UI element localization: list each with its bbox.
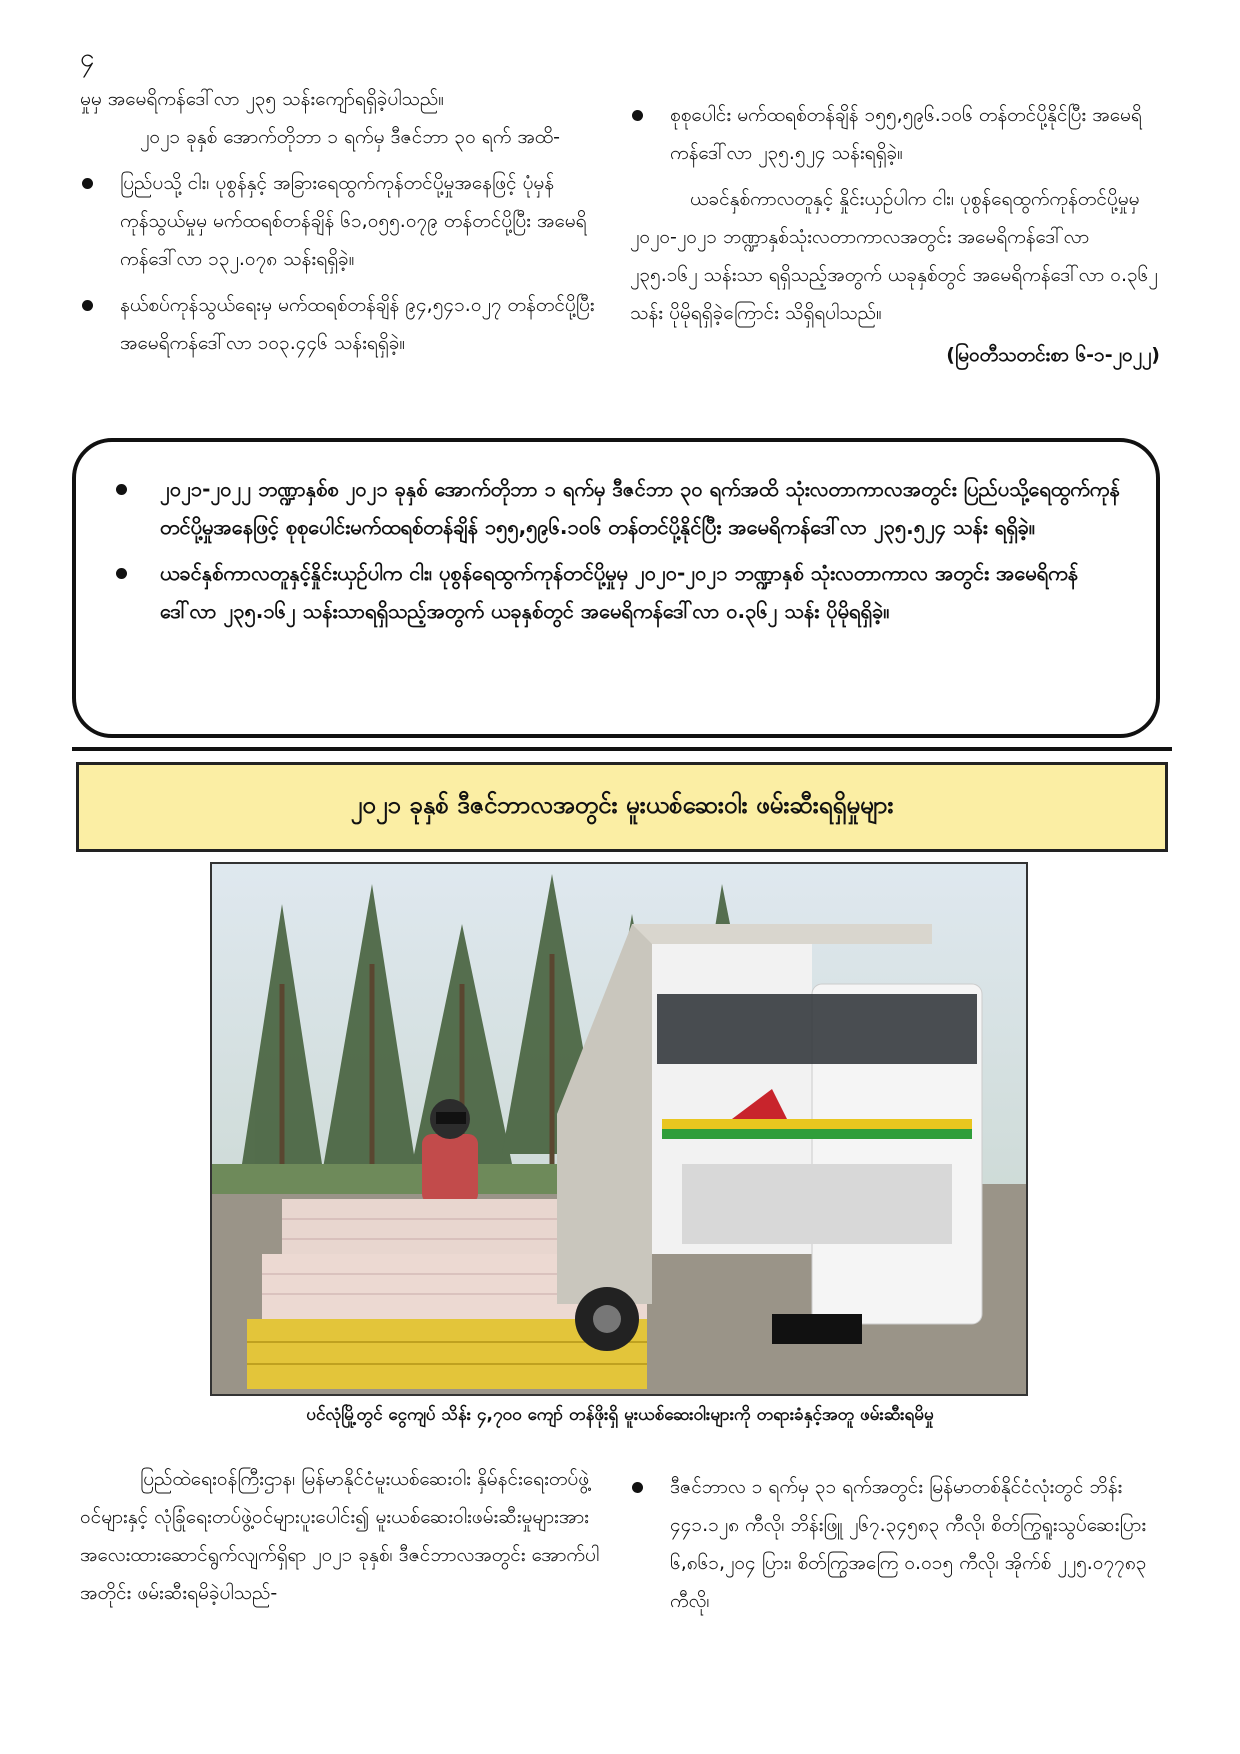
intro-paragraph: ၂၀၂၁ ခုနှစ် အောက်တိုဘာ ၁ ရက်မှ ဒီဇင်ဘာ ၃၀ ရက် အထိ-	[140, 126, 561, 148]
photo-caption: ပင်လုံမြို့တွင် ငွေကျပ် သိန်း ၄,၇၀၀ ကျော် တန်ဖိုးရှိ မူးယစ်ဆေးဝါးများကို တရားခံနှင့်အတူ ဖမ်းဆီးရမိမှု	[306, 1405, 934, 1425]
section-divider	[72, 747, 1172, 751]
seizure-photo-illustration	[212, 864, 1026, 1394]
page-number: ၄	[80, 43, 95, 73]
summary-bullet-1: ၂၀၂၁-၂၀၂၂ ဘဏ္ဍာနှစ်စ ၂၀၂၁ ခုနှစ် အောက်တိုဘာ ၁ ရက်မှ ဒီဇင်ဘာ ၃၀ ရက်အထိ သုံးလတာကာလအတွင်း ပြည်ပသို့ရေထွက်ကုန်တင်ပို့မှုအနေဖြင့် စုစုပေါင်းမက်ထရစ်တန်ချိန် ၁၅၅,၅၉၆.၁၀၆ တန်တင်ပို့နိုင်ပြီး အမေရိကန်ဒေါ်လာ ၂၃၅.၅၂၄ သန်း ရရှိခဲ့။	[98, 470, 1124, 546]
export-bullet-normal-trade: ပြည်ပသို့ ငါး၊ ပုစွန်နှင့် အခြားရေထွက်ကုန်တင်ပို့မှုအနေဖြင့် ပုံမှန်ကုန်သွယ်မှုမှ မက်ထရစ်တန်ချိန် ၆၁,၀၅၅.၀၇၉ တန်တင်ပို့ပြီး အမေရိကန်ဒေါ်လာ ၁၃၂.၀၇၈ သန်းရရှိခဲ့။	[80, 164, 610, 278]
continuation-text: မှုမှ အမေရိကန်ဒေါ်လာ ၂၃၅ သန်းကျော်ရရှိခဲ့ပါသည်။	[80, 88, 445, 110]
news-source: (မြဝတီသတင်းစာ ၆-၁-၂၀၂၂)	[946, 344, 1160, 366]
summary-bullet-2: ယခင်နှစ်ကာလတူနှင့်နှိုင်းယှဉ်ပါက ငါး၊ ပုစွန်ရေထွက်ကုန်တင်ပို့မှုမှ ၂၀၂၀-၂၀၂၁ ဘဏ္ဍာနှစ် သုံးလတာကာလ အတွင်း အမေရိကန်ဒေါ်လာ ၂၃၅.၁၆၂ သန်းသာရရှိသည့်အတွက် ယခုနှစ်တွင် အမေရိကန်ဒေါ်လာ ၀.၃၆၂ သန်း ပိုမိုရရှိခဲ့။	[98, 554, 1124, 630]
left-column-bottom	[80, 1460, 610, 1612]
comparison-paragraph: ယခင်နှစ်ကာလတူနှင့် နှိုင်းယှဉ်ပါက ငါး၊ ပုစွန်ရေထွက်ကုန်တင်ပို့မှုမှ ၂၀၂၀-၂၀၂၁ ဘဏ္ဍာနှစ်သုံးလတာကာလအတွင်း အမေရိကန်ဒေါ်လာ ၂၃၅.၁၆၂ သန်းသာ ရရှိသည့်အတွက် ယခုနှစ်တွင် အမေရိကန်ဒေါ်လာ ၀.၃၆၂ သန်း ပိုမိုရရှိခဲ့ကြောင်း သိရှိရပါသည်။	[630, 188, 1158, 324]
section-title: ၂၀၂၁ ခုနှစ် ဒီဇင်ဘာလအတွင်း မူးယစ်ဆေးဝါး ဖမ်းဆီးရရှိမှုများ	[76, 762, 1168, 852]
right-column-top	[630, 88, 1160, 374]
seizure-photo	[210, 862, 1028, 1396]
export-bullet-border-trade: နယ်စပ်ကုန်သွယ်ရေးမှ မက်ထရစ်တန်ချိန် ၉၄,၅၄၁.၀၂၇ တန်တင်ပို့ပြီး အမေရိကန်ဒေါ်လာ ၁၀၃.၄၄၆ သန်းရရှိခဲ့။	[80, 286, 610, 362]
right-column-bottom	[630, 1460, 1160, 1628]
seizure-intro-paragraph: ပြည်ထဲရေးဝန်ကြီးဌာန၊ မြန်မာနိုင်ငံမူးယစ်ဆေးဝါး နှိမ်နင်းရေးတပ်ဖွဲ့ဝင်များနှင့် လုံခြုံရေးတပ်ဖွဲ့ဝင်များပူးပေါင်း၍ မူးယစ်ဆေးဝါးဖမ်းဆီးမှုများအား အလေးထားဆောင်ရွက်လျက်ရှိရာ ၂၀၂၁ ခုနှစ်၊ ဒီဇင်ဘာလအတွင်း အောက်ပါအတိုင်း ဖမ်းဆီးရမိခဲ့ပါသည်-	[80, 1468, 600, 1604]
left-column-top	[80, 80, 610, 370]
seizure-bullet: ဒီဇင်ဘာလ ၁ ရက်မှ ၃၁ ရက်အတွင်း မြန်မာတစ်နိုင်ငံလုံးတွင် ဘိန်း ၄၄၁.၁၂၈ ကီလို၊ ဘိန်းဖြူ ၂၆၇.၃၄၅၈၃ ကီလို၊ စိတ်ကြွရူးသွပ်ဆေးပြား ၆,၈၆၁,၂၀၄ ပြား၊ စိတ်ကြွအကြေ ၀.၀၁၅ ကီလို၊ အိုက်စ် ၂၂၅.၀၇၇၈၃ ကီလို၊	[630, 1468, 1160, 1620]
export-bullet-total: စုစုပေါင်း မက်ထရစ်တန်ချိန် ၁၅၅,၅၉၆.၁၀၆ တန်တင်ပို့နိုင်ပြီး အမေရိကန်ဒေါ်လာ ၂၃၅.၅၂၄ သန်းရရှိခဲ့။	[630, 96, 1160, 172]
summary-box	[72, 438, 1160, 738]
